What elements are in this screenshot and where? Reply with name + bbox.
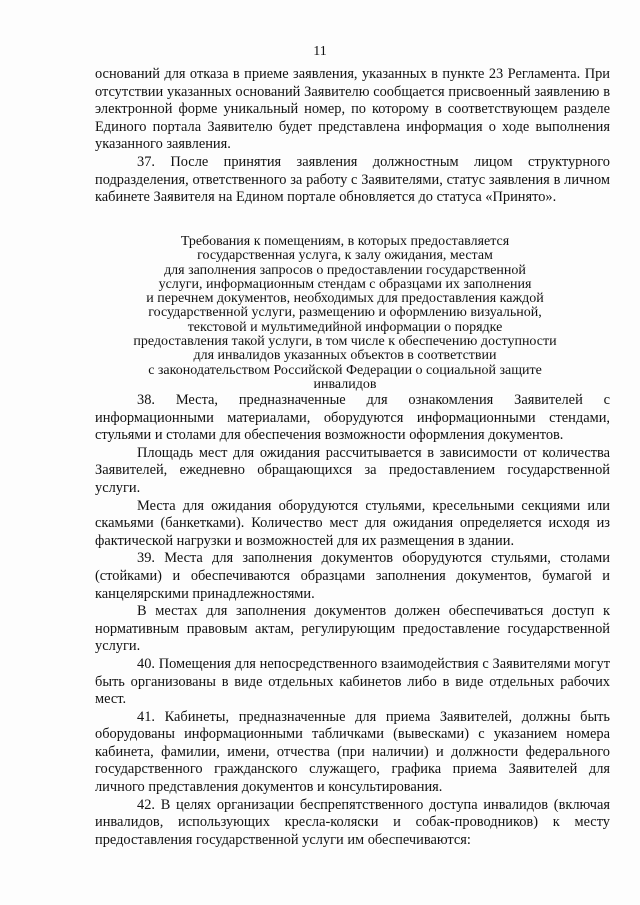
paragraph-39: 39. Места для заполнения документов оборудуются стульями, столами (стойками) и обеспечиваются образцами заполнения документов, бумагой и канцелярскими принадлежностями. (95, 550, 610, 602)
paragraph-40: 40. Помещения для непосредственного взаимодействия с Заявителями могут быть организованы в виде отдельных кабинетов либо в виде отдельных рабочих мест. (95, 655, 610, 708)
text-block-bottom (95, 392, 610, 849)
heading-line: услуги, информационным стендам с образцами их заполнения (158, 276, 532, 292)
heading-line: предоставления такой услуги, в том числе к обеспечению доступности (133, 334, 557, 350)
paragraph-waiting-seats: Места для ожидания оборудуются стульями, кресельными секциями или скамьями (банкетками). Количество мест для ожидания определяется исходя из фактической нагрузки и возможностей для их размещения в здании. (95, 497, 610, 549)
paragraph-waiting-area: Площадь мест для ожидания рассчитывается в зависимости от количества Заявителей, ежедневно обращающихся за предоставлением государственной услуги. (95, 444, 610, 496)
heading-line: с законодательством Российской Федерации о социальной защите (148, 362, 542, 378)
heading-line: и перечнем документов, необходимых для предоставления каждой (146, 291, 544, 307)
heading-line: инвалидов (313, 376, 377, 392)
heading-line: Требования к помещениям, в которых предоставляется (180, 234, 510, 249)
section-heading (110, 235, 580, 392)
heading-line: государственной услуги, размещению и оформлению визуальной, (148, 305, 542, 321)
paragraph-continuation: оснований для отказа в приеме заявления, указанных в пункте 23 Регламента. При отсутствии указанных оснований Заявителю сообщается присвоенный заявлению в электронной форме уникальный номер, по которому в соответствующем разделе Единого портала Заявителю будет представлена информация о ходе выполнения указанного заявления. (95, 66, 610, 153)
heading-line: текстовой и мультимедийной информации о порядке (187, 319, 503, 335)
paragraph-legal-access: В местах для заполнения документов должен обеспечиваться доступ к нормативным правовым актам, регулирующим предоставление государственной услуги. (95, 603, 610, 655)
text-block-top (95, 66, 610, 207)
paragraph-41: 41. Кабинеты, предназначенные для приема Заявителей, должны быть оборудованы информационными табличками (вывесками) с указанием номера кабинета, фамилии, имени, отчества (при наличии) и должности федерального государственного гражданского служащего, графика приема Заявителей для личного представления документов и консультирования. (95, 708, 610, 796)
page-number: 11 (313, 44, 327, 59)
heading-line: для заполнения запросов о предоставлении государственной (164, 262, 526, 278)
paragraph-37: 37. После принятия заявления должностным лицом структурного подразделения, ответственного за работу с Заявителями, статус заявления в личном кабинете Заявителя на Едином портале обновляется до статуса «Принято». (95, 153, 610, 206)
paragraph-42: 42. В целях организации беспрепятственного доступа инвалидов (включая инвалидов, использующих кресла-коляски и собак-проводников) к месту предоставления государственной услуги им обеспечиваются: (95, 796, 610, 848)
heading-line: государственная услуга, к залу ожидания, местам (197, 248, 493, 264)
heading-line: для инвалидов указанных объектов в соответствии (193, 348, 497, 364)
paragraph-38: 38. Места, предназначенные для ознакомления Заявителей с информационными материалами, оборудуются информационными стендами, стульями и столами для обеспечения возможности оформления документов. (95, 392, 610, 444)
